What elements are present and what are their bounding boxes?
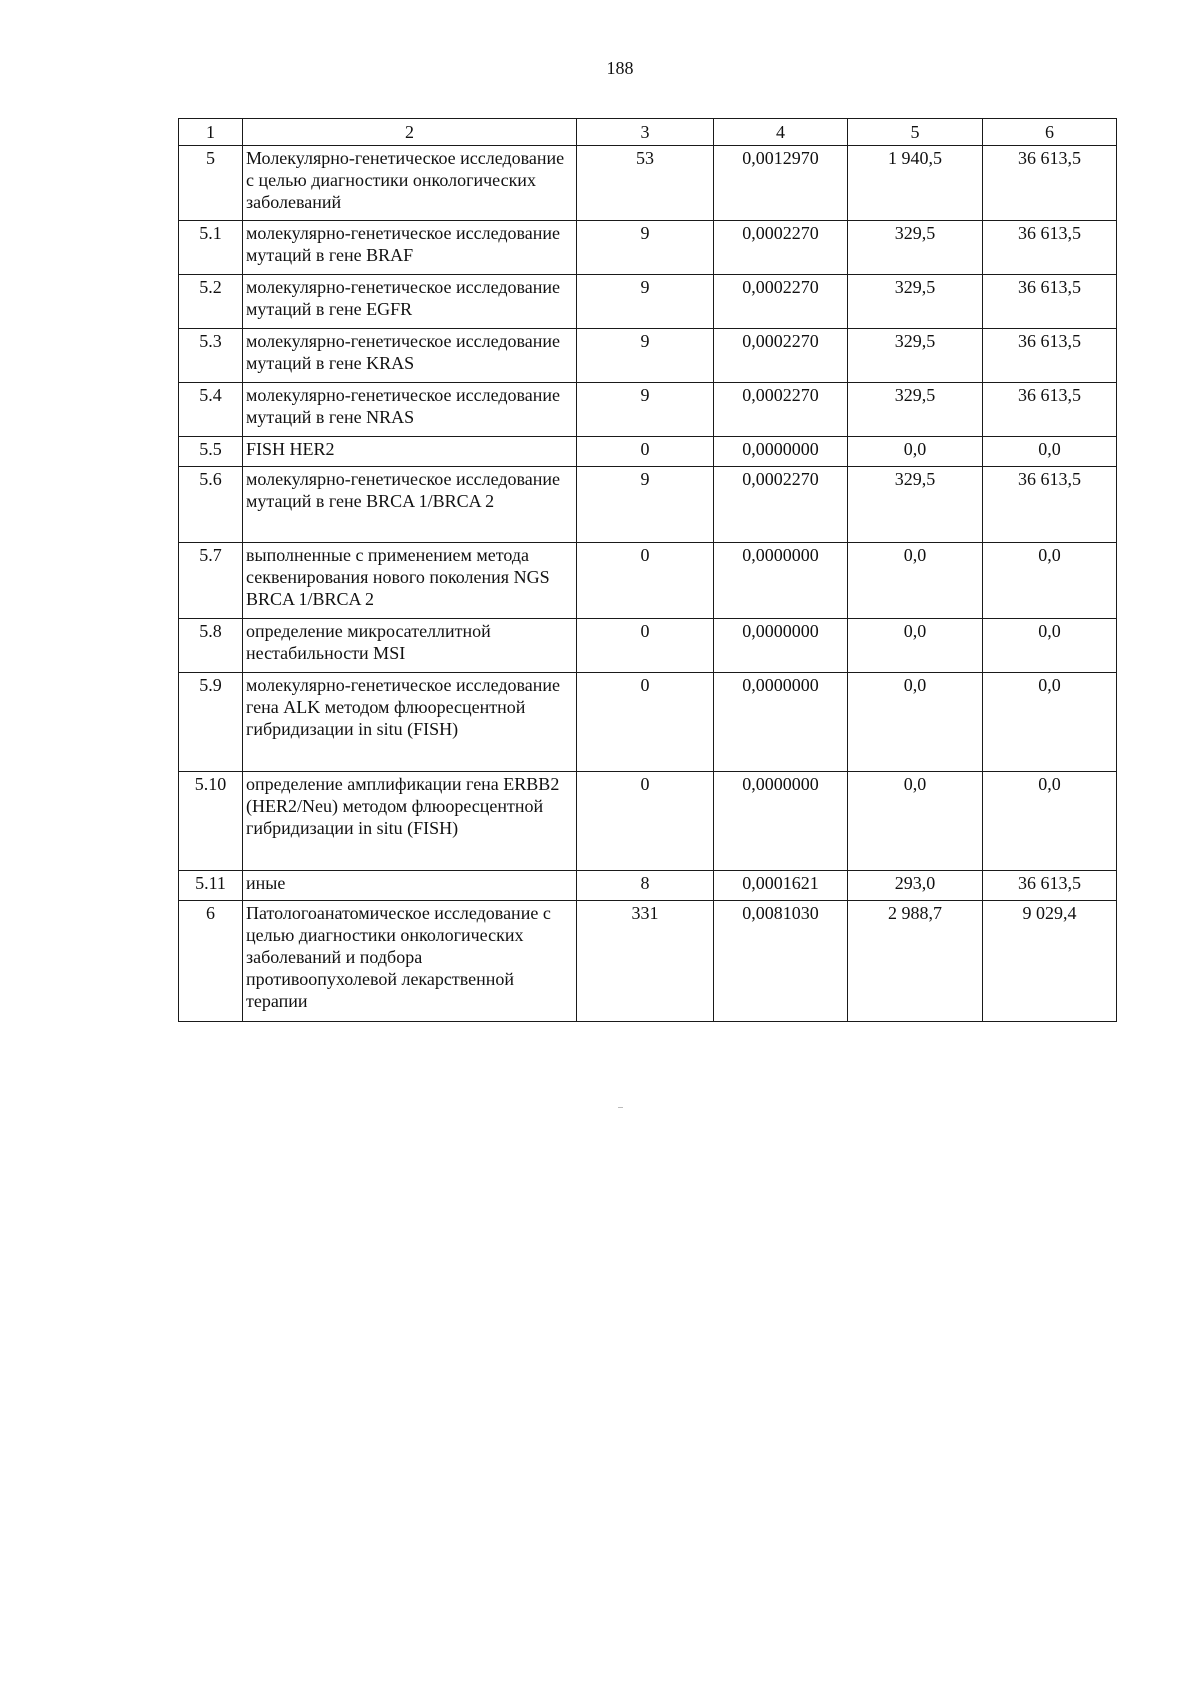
row-name: молекулярно-генетическое исследование мутаций в гене NRAS xyxy=(243,383,577,437)
table-header-row xyxy=(179,119,1117,146)
row-value-3: 9 xyxy=(577,221,714,275)
row-value-3: 0 xyxy=(577,673,714,772)
row-value-3: 0 xyxy=(577,543,714,619)
data-table xyxy=(178,118,1117,1022)
row-value-4: 0,0002270 xyxy=(714,383,848,437)
row-number: 5.6 xyxy=(179,467,243,543)
row-number: 5 xyxy=(179,146,243,221)
table-row xyxy=(179,619,1117,673)
table-row xyxy=(179,275,1117,329)
row-value-5: 329,5 xyxy=(848,383,983,437)
row-value-5: 329,5 xyxy=(848,221,983,275)
row-number: 5.11 xyxy=(179,871,243,901)
row-value-5: 0,0 xyxy=(848,619,983,673)
row-value-5: 329,5 xyxy=(848,275,983,329)
row-number: 5.9 xyxy=(179,673,243,772)
row-number: 5.8 xyxy=(179,619,243,673)
row-value-3: 9 xyxy=(577,329,714,383)
row-name: молекулярно-генетическое исследование мутаций в гене KRAS xyxy=(243,329,577,383)
row-value-4: 0,0002270 xyxy=(714,329,848,383)
row-value-3: 8 xyxy=(577,871,714,901)
row-value-6: 36 613,5 xyxy=(983,467,1117,543)
row-value-4: 0,0012970 xyxy=(714,146,848,221)
table-row xyxy=(179,221,1117,275)
table-row xyxy=(179,543,1117,619)
row-value-6: 0,0 xyxy=(983,673,1117,772)
row-value-5: 2 988,7 xyxy=(848,901,983,1022)
table-row xyxy=(179,146,1117,221)
row-value-4: 0,0002270 xyxy=(714,221,848,275)
scan-speck xyxy=(618,1107,623,1108)
row-name: молекулярно-генетическое исследование мутаций в гене EGFR xyxy=(243,275,577,329)
table-row xyxy=(179,467,1117,543)
row-name: иные xyxy=(243,871,577,901)
table-row xyxy=(179,871,1117,901)
row-name: выполненные с применением метода секвенирования нового поколения NGS BRCA 1/BRCA 2 xyxy=(243,543,577,619)
row-number: 5.2 xyxy=(179,275,243,329)
row-number: 6 xyxy=(179,901,243,1022)
row-name: Патологоанатомическое исследование с целью диагностики онкологических заболеваний и подбора противоопухолевой лекарственной терапии xyxy=(243,901,577,1022)
row-value-5: 329,5 xyxy=(848,467,983,543)
table-row xyxy=(179,673,1117,772)
row-value-3: 0 xyxy=(577,619,714,673)
row-number: 5.1 xyxy=(179,221,243,275)
row-number: 5.10 xyxy=(179,772,243,871)
table-row xyxy=(179,383,1117,437)
table-row xyxy=(179,329,1117,383)
row-value-5: 293,0 xyxy=(848,871,983,901)
row-number: 5.7 xyxy=(179,543,243,619)
row-value-3: 331 xyxy=(577,901,714,1022)
row-value-3: 0 xyxy=(577,772,714,871)
row-name: Молекулярно-генетическое исследование с целью диагностики онкологических заболеваний xyxy=(243,146,577,221)
header-cell-2: 2 xyxy=(243,119,577,146)
row-value-4: 0,0000000 xyxy=(714,543,848,619)
header-cell-5: 5 xyxy=(848,119,983,146)
table-row xyxy=(179,772,1117,871)
row-value-4: 0,0081030 xyxy=(714,901,848,1022)
row-value-4: 0,0000000 xyxy=(714,772,848,871)
row-name: молекулярно-генетическое исследование мутаций в гене BRCA 1/BRCA 2 xyxy=(243,467,577,543)
row-value-3: 9 xyxy=(577,383,714,437)
row-value-4: 0,0000000 xyxy=(714,619,848,673)
table-row xyxy=(179,901,1117,1022)
page-number: 188 xyxy=(606,58,634,78)
row-value-5: 329,5 xyxy=(848,329,983,383)
header-cell-3: 3 xyxy=(577,119,714,146)
row-name: молекулярно-генетическое исследование гена ALK методом флюоресцентной гибридизации in situ (FISH) xyxy=(243,673,577,772)
row-value-6: 36 613,5 xyxy=(983,221,1117,275)
row-value-4: 0,0000000 xyxy=(714,437,848,467)
row-value-6: 36 613,5 xyxy=(983,383,1117,437)
row-value-6: 0,0 xyxy=(983,772,1117,871)
row-value-6: 0,0 xyxy=(983,543,1117,619)
row-value-6: 36 613,5 xyxy=(983,146,1117,221)
row-value-6: 0,0 xyxy=(983,619,1117,673)
header-cell-4: 4 xyxy=(714,119,848,146)
row-value-4: 0,0002270 xyxy=(714,275,848,329)
row-name: определение микросателлитной нестабильности MSI xyxy=(243,619,577,673)
row-value-6: 36 613,5 xyxy=(983,275,1117,329)
row-value-3: 0 xyxy=(577,437,714,467)
row-value-4: 0,0002270 xyxy=(714,467,848,543)
row-value-3: 9 xyxy=(577,275,714,329)
row-name: FISH HER2 xyxy=(243,437,577,467)
row-number: 5.4 xyxy=(179,383,243,437)
row-value-6: 0,0 xyxy=(983,437,1117,467)
row-value-5: 1 940,5 xyxy=(848,146,983,221)
row-number: 5.5 xyxy=(179,437,243,467)
row-value-6: 36 613,5 xyxy=(983,329,1117,383)
row-value-4: 0,0000000 xyxy=(714,673,848,772)
row-name: молекулярно-генетическое исследование мутаций в гене BRAF xyxy=(243,221,577,275)
row-value-5: 0,0 xyxy=(848,437,983,467)
row-value-5: 0,0 xyxy=(848,673,983,772)
row-number: 5.3 xyxy=(179,329,243,383)
row-value-4: 0,0001621 xyxy=(714,871,848,901)
row-value-5: 0,0 xyxy=(848,772,983,871)
header-cell-1: 1 xyxy=(179,119,243,146)
table-row xyxy=(179,437,1117,467)
row-value-6: 9 029,4 xyxy=(983,901,1117,1022)
row-value-3: 53 xyxy=(577,146,714,221)
row-value-5: 0,0 xyxy=(848,543,983,619)
row-name: определение амплификации гена ERBB2 (HER2/Neu) методом флюоресцентной гибридизации in situ (FISH) xyxy=(243,772,577,871)
row-value-6: 36 613,5 xyxy=(983,871,1117,901)
header-cell-6: 6 xyxy=(983,119,1117,146)
row-value-3: 9 xyxy=(577,467,714,543)
